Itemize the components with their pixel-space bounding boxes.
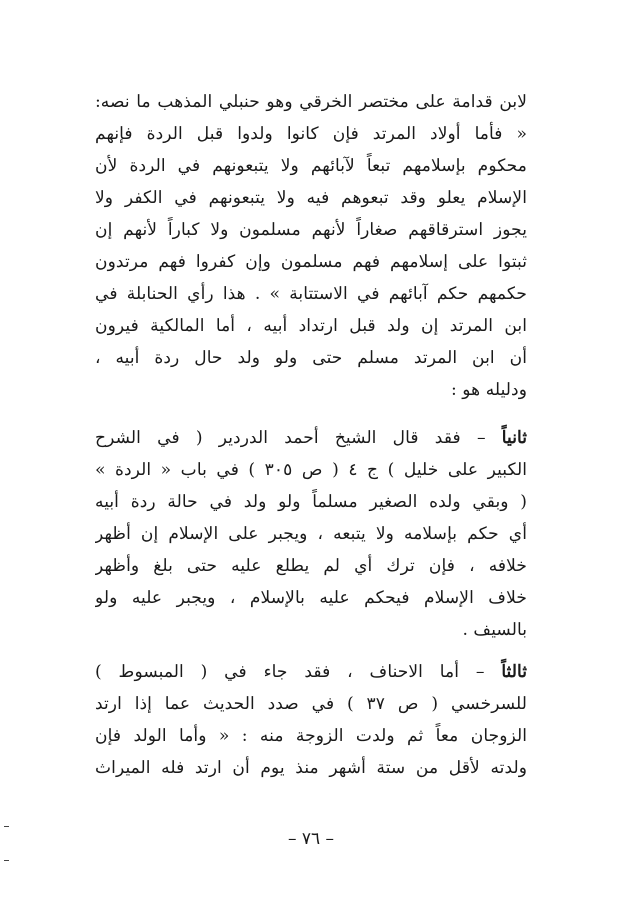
paragraph-lead: ثانياً xyxy=(501,428,527,448)
text-line: للسرخسي ( ص ٣٧ ) في صدد الحديث عما إذا ارتد xyxy=(95,694,527,714)
text-line: ثبتوا على إسلامهم فهم مسلمون وإن كفروا فهم مرتدون xyxy=(95,252,527,272)
text-line: بالسيف . xyxy=(462,620,527,640)
text-run: – أما الاحناف ، فقد جاء في ( المبسوط ) xyxy=(95,662,485,682)
text-line: الزوجان معاً ثم ولدت الزوجة منه : « وأما الولد فإن xyxy=(95,726,527,746)
text-line: ولدته لأقل من ستة أشهر منذ يوم أن ارتد فله الميراث xyxy=(95,758,527,778)
text-line: محكوم بإسلامهم تبعاً لآبائهم ولا يتبعونهم في الردة لأن xyxy=(95,156,527,176)
text-line xyxy=(95,422,527,454)
text-line: خلافه ، فإن ترك أي لم يطلع عليه حتى بلغ وأظهر xyxy=(95,556,527,576)
text-line: الإسلام يعلو وقد تبعوهم فيه ولا يتبعونهم في الكفر ولا xyxy=(95,188,527,208)
paragraph-lead: ثالثاً xyxy=(501,662,527,682)
text-line: يجوز استرقاقهم صغاراً لأنهم مسلمون ولا كباراً لأنهم إن xyxy=(95,220,527,240)
scan-mark xyxy=(4,860,9,861)
text-line: حكمهم حكم آبائهم في الاستتابة » . هذا رأي الحنابلة في xyxy=(95,284,527,304)
scan-mark xyxy=(4,826,9,827)
text-line: خلاف الإسلام فيحكم عليه بالإسلام ، ويجبر عليه ولو xyxy=(95,588,527,608)
text-line: ابن المرتد إن ولد قبل ارتداد أبيه ، أما المالكية فيرون xyxy=(95,316,527,336)
text-line: لابن قدامة على مختصر الخرقي وهو حنبلي المذهب ما نصه: xyxy=(95,92,527,112)
text-line: أي حكم بإسلامه ولا يتبعه ، ويجبر على الإسلام إن أظهر xyxy=(95,524,527,544)
text-line xyxy=(95,656,527,688)
text-line: أن ابن المرتد مسلم حتى ولو ولد حال ردة أبيه ، xyxy=(95,348,527,368)
text-line: « فأما أولاد المرتد فإن كانوا ولدوا قبل الردة فإنهم xyxy=(95,124,527,144)
text-run: – فقد قال الشيخ أحمد الدردير ( في الشرح xyxy=(95,428,486,448)
text-line: ودليله هو : xyxy=(451,380,527,400)
page-number: – ٧٦ – xyxy=(287,829,335,849)
text-line: ( وبقي ولده الصغير مسلماً ولو ولد في حالة ردة أبيه xyxy=(95,492,527,512)
text-line: الكبير على خليل ) ج ٤ ( ص ٣٠٥ ) في باب « الردة » xyxy=(95,460,527,480)
